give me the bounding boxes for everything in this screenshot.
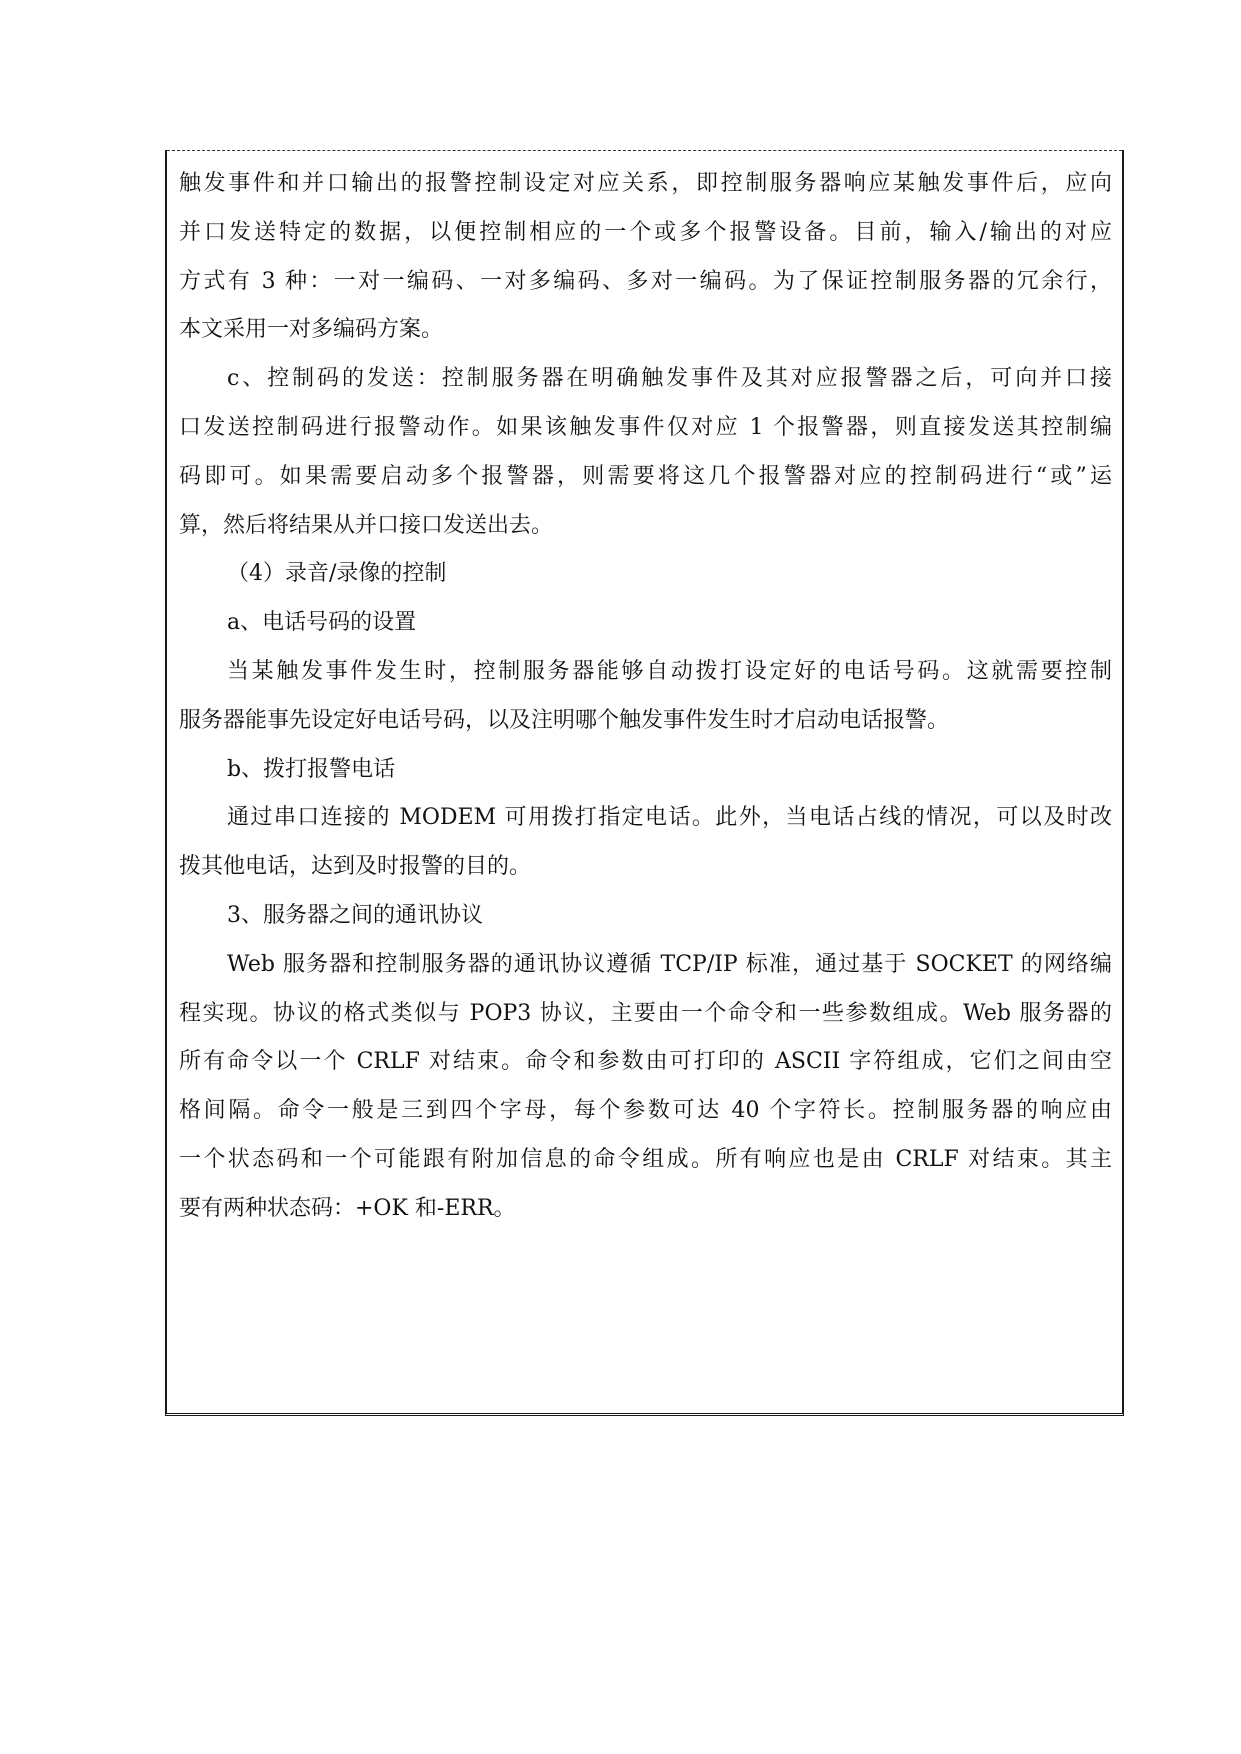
text-line: 要有两种状态码：+OK 和-ERR。 [179, 1195, 516, 1221]
document-frame [165, 150, 1124, 1416]
text-line: 当某触发事件发生时，控制服务器能够自动拨打设定好的电话号码。这就需要控制 [227, 658, 1112, 684]
dashed-top-rule [167, 150, 1122, 151]
text-line: 算，然后将结果从并口接口发送出去。 [179, 512, 554, 538]
text-line: 本文采用一对多编码方案。 [179, 317, 444, 343]
text-line: 格间隔。命令一般是三到四个字母，每个参数可达 40 个字符长。控制服务器的响应由 [179, 1098, 1112, 1124]
section-heading: （4）录音/录像的控制 [227, 561, 447, 587]
text-line: 拨其他电话，达到及时报警的目的。 [179, 854, 532, 880]
text-line: 触发事件和并口输出的报警控制设定对应关系，即控制服务器响应某触发事件后，应向 [179, 171, 1112, 196]
section-heading: 3、服务器之间的通讯协议 [227, 902, 483, 928]
text-line: 程实现。协议的格式类似与 POP3 协议，主要由一个命令和一些参数组成。Web 服务器的 [179, 1000, 1112, 1026]
text-line: 一个状态码和一个可能跟有附加信息的命令组成。所有响应也是由 CRLF 对结束。其主 [179, 1146, 1112, 1172]
text-line: 所有命令以一个 CRLF 对结束。命令和参数由可打印的 ASCII 字符组成，它们之间由空 [179, 1049, 1112, 1075]
text-line: 通过串口连接的 MODEM 可用拨打指定电话。此外，当电话占线的情况，可以及时改 [227, 805, 1112, 831]
text-line: 并口发送特定的数据，以便控制相应的一个或多个报警设备。目前，输入/输出的对应 [179, 219, 1112, 245]
text-line: 口发送控制码进行报警动作。如果该触发事件仅对应 1 个报警器，则直接发送其控制编 [179, 414, 1112, 440]
document-body [179, 160, 1112, 1234]
text-line: 服务器能事先设定好电话号码，以及注明哪个触发事件发生时才启动电话报警。 [179, 707, 950, 733]
subsection-heading: a、电话号码的设置 [227, 610, 417, 636]
text-line: 方式有 3 种：一对一编码、一对多编码、多对一编码。为了保证控制服务器的冗余行， [179, 268, 1112, 294]
text-line: 码即可。如果需要启动多个报警器，则需要将这几个报警器对应的控制码进行“或”运 [179, 463, 1112, 489]
subsection-heading: b、拨打报警电话 [227, 756, 396, 782]
text-line: c、控制码的发送：控制服务器在明确触发事件及其对应报警器之后，可向并口接 [227, 366, 1112, 392]
text-line: Web 服务器和控制服务器的通讯协议遵循 TCP/IP 标准，通过基于 SOCKET 的网络编 [227, 951, 1112, 977]
